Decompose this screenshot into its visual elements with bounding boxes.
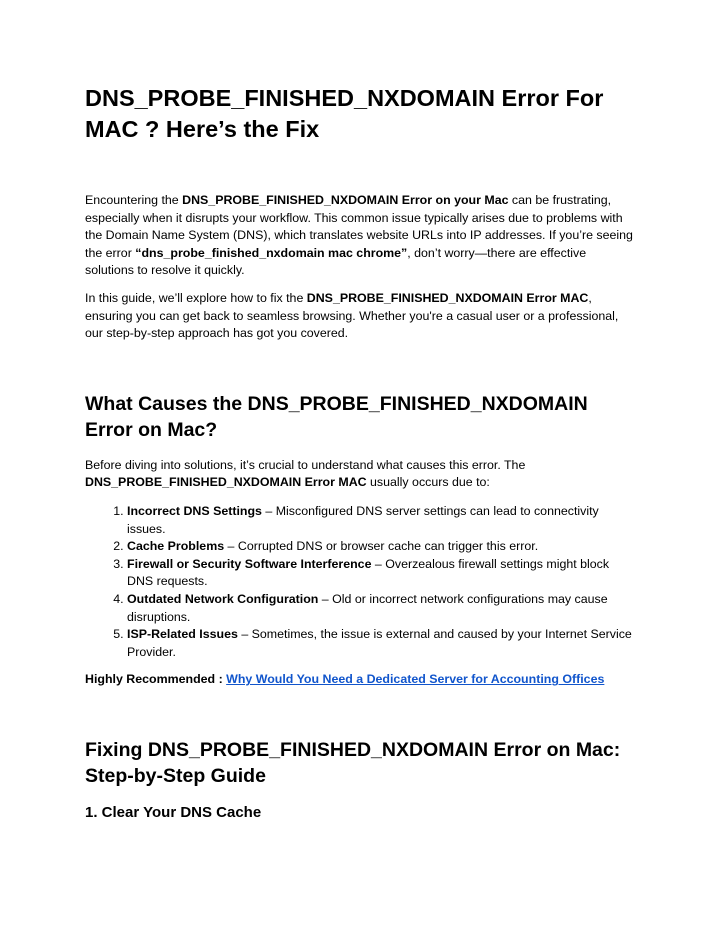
cause-title: Cache Problems: [127, 539, 225, 554]
cause-description: – Sometimes, the issue is external and caused by your Internet Service Provider.: [127, 627, 632, 659]
list-item: [127, 591, 636, 626]
intro1-bold-2: “dns_probe_finished_nxdomain mac chrome”: [135, 245, 408, 260]
intro2-text-1: In this guide, we’ll explore how to fix the: [85, 290, 307, 305]
intro1-bold-1: DNS_PROBE_FINISHED_NXDOMAIN Error on your Mac: [182, 193, 509, 207]
cause-title: Outdated Network Configuration: [127, 591, 319, 606]
causes-intro-text-2: usually occurs due to:: [366, 475, 490, 490]
list-item: [127, 538, 636, 556]
intro1-text-1: Encountering the: [85, 193, 183, 207]
cause-title: ISP-Related Issues: [127, 627, 238, 642]
intro-paragraph-2: [85, 290, 636, 343]
cause-description: – Overzealous firewall settings might block DNS requests.: [127, 556, 610, 589]
recommended-label: Highly Recommended :: [85, 672, 227, 687]
cause-title: Incorrect DNS Settings: [127, 503, 262, 518]
step-1-heading: 1. Clear Your DNS Cache: [85, 803, 262, 821]
fixing-heading: Fixing DNS_PROBE_FINISHED_NXDOMAIN Error on Mac: Step-by-Step Guide: [85, 738, 621, 787]
list-item: [127, 503, 636, 538]
intro1-text-3: , don’t worry—there are effective solutions to resolve it quickly.: [85, 245, 587, 278]
causes-intro-text-1: Before diving into solutions, it’s crucial to understand what causes this error. The: [85, 457, 526, 472]
recommended-line: [85, 671, 636, 689]
cause-description: – Corrupted DNS or browser cache can trigger this error.: [224, 539, 539, 554]
causes-intro: [85, 457, 636, 492]
intro1-text-2: can be frustrating, especially when it disrupts your workflow. This common issue typically arises due to problems with the Domain Name System (DNS), which translates website URLs into IP addresses. If you’re seeing the error: [85, 193, 633, 260]
list-item: [127, 626, 636, 661]
intro2-text-2: , ensuring you can get back to seamless browsing. Whether you're a casual user or a professional, our step-by-step approach has got you covered.: [85, 290, 619, 341]
causes-intro-bold: DNS_PROBE_FINISHED_NXDOMAIN Error MAC: [85, 475, 367, 490]
page-title: DNS_PROBE_FINISHED_NXDOMAIN Error For MAC ? Here’s the Fix: [85, 85, 604, 142]
causes-list: [85, 503, 636, 661]
recommended-link[interactable]: Why Would You Need a Dedicated Server for Accounting Offices: [226, 672, 605, 687]
cause-description: – Misconfigured DNS server settings can lead to connectivity issues.: [127, 503, 599, 536]
cause-description: – Old or incorrect network configurations may cause disruptions.: [127, 591, 608, 624]
intro2-bold-1: DNS_PROBE_FINISHED_NXDOMAIN Error MAC: [306, 290, 589, 305]
causes-heading: What Causes the DNS_PROBE_FINISHED_NXDOMAIN Error on Mac?: [85, 392, 588, 441]
intro-paragraph-1: [85, 192, 636, 280]
cause-title: Firewall or Security Software Interference: [127, 556, 372, 571]
list-item: [127, 556, 636, 591]
